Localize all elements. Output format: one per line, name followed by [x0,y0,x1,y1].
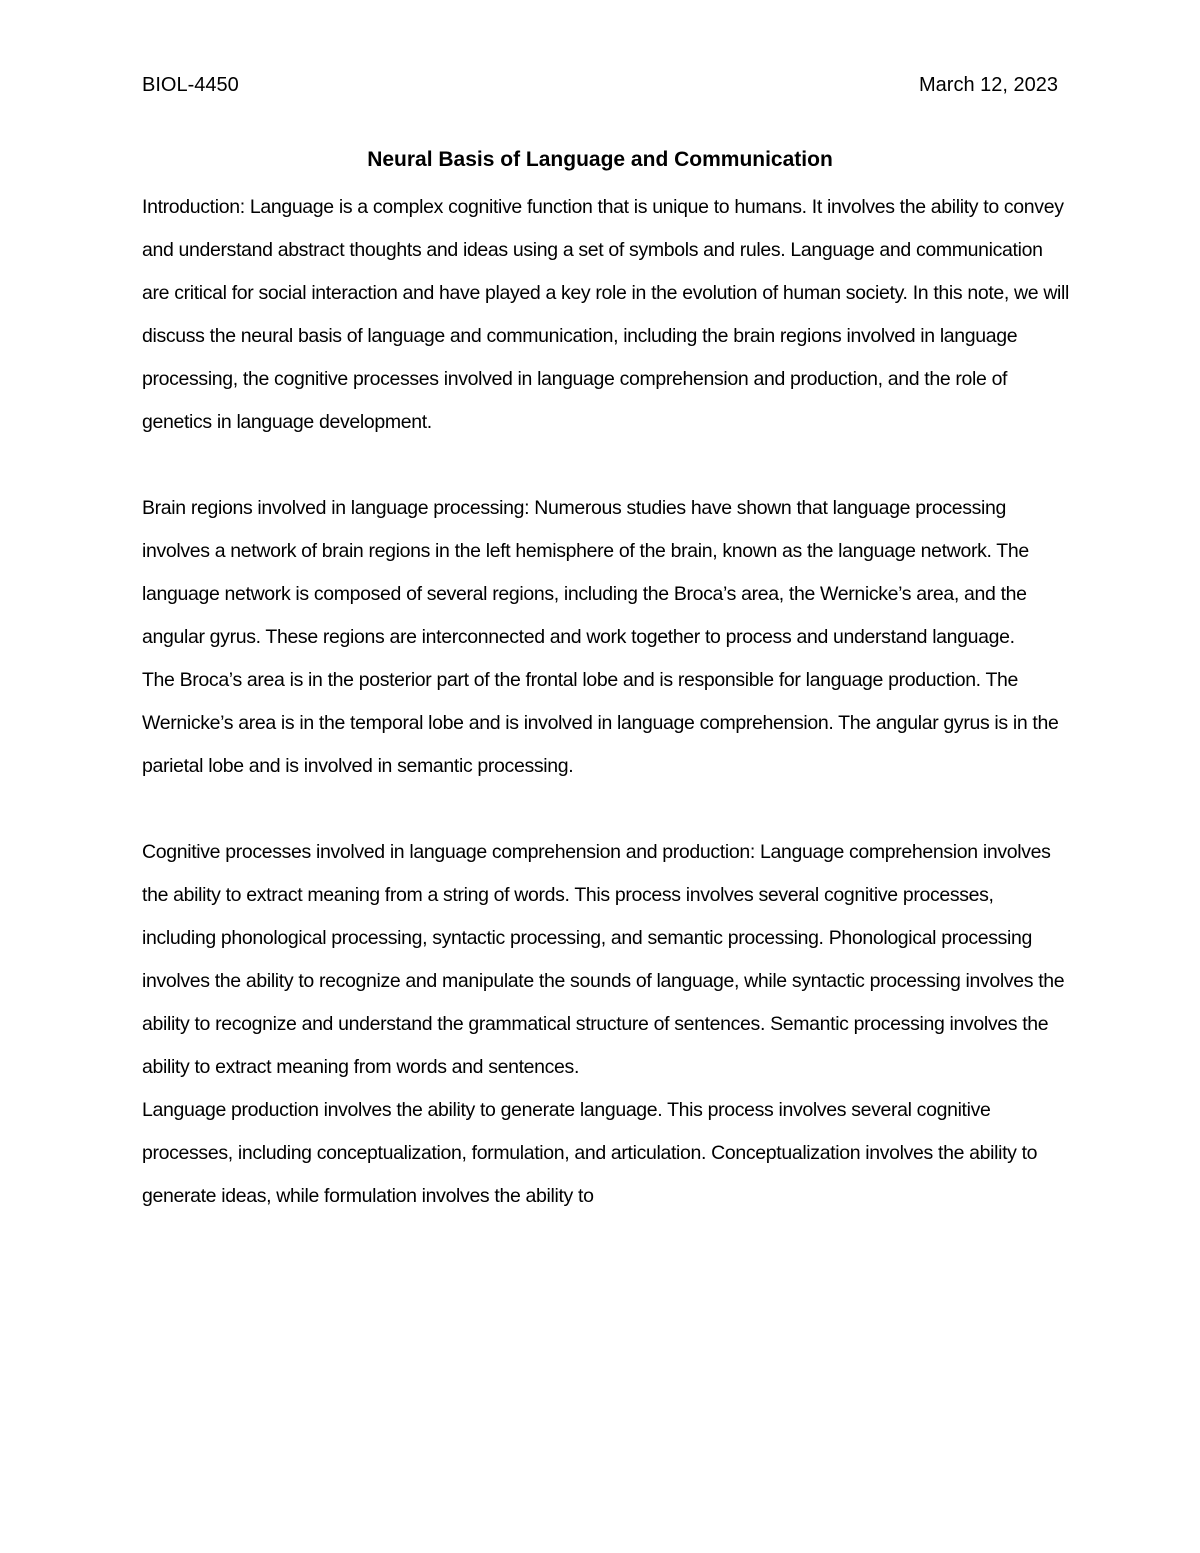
paragraph-brain-regions: Brain regions involved in language processing: Numerous studies have shown that language processing involves a network of brain regions in the left hemisphere of the brain, known as the language network. The language network is composed of several regions, including the Broca’s area, the Wernicke’s area, and the angular gyrus. These regions are interconnected and work together to process and understand language. [142,497,1029,648]
document-title: Neural Basis of Language and Communication [367,148,833,171]
document-body [142,186,1072,1218]
paragraph-language-production: Language production involves the ability to generate language. This process involves several cognitive processes, including conceptualization, formulation, and articulation. Conceptualization involves the ability to generate ideas, while formulation involves the ability to [142,1099,1038,1207]
course-code: BIOL-4450 [142,74,239,96]
paragraph-cognitive-processes: Cognitive processes involved in language comprehension and production: Language comprehension involves the ability to extract meaning from a string of words. This process involves several cognitive processes, including phonological processing, syntactic processing, and semantic processing. Phonological processing involves the ability to recognize and manipulate the sounds of language, while syntactic processing involves the ability to recognize and understand the grammatical structure of sentences. Semantic processing involves the ability to extract meaning from words and sentences. [142,841,1065,1078]
document-date: March 12, 2023 [919,74,1058,96]
paragraph-introduction: Introduction: Language is a complex cognitive function that is unique to humans. It involves the ability to convey and understand abstract thoughts and ideas using a set of symbols and rules. Language and communication are critical for social interaction and have played a key role in the evolution of human society. In this note, we will discuss the neural basis of language and communication, including the brain regions involved in language processing, the cognitive processes involved in language comprehension and production, and the role of genetics in language development. [142,196,1070,433]
paragraph-spacer [142,444,1072,487]
paragraph-broca-wernicke: The Broca’s area is in the posterior part of the frontal lobe and is responsible for language production. The Wernicke’s area is in the temporal lobe and is involved in language comprehension. The angular gyrus is in the parietal lobe and is involved in semantic processing. [142,669,1059,777]
paragraph-spacer [142,788,1072,831]
